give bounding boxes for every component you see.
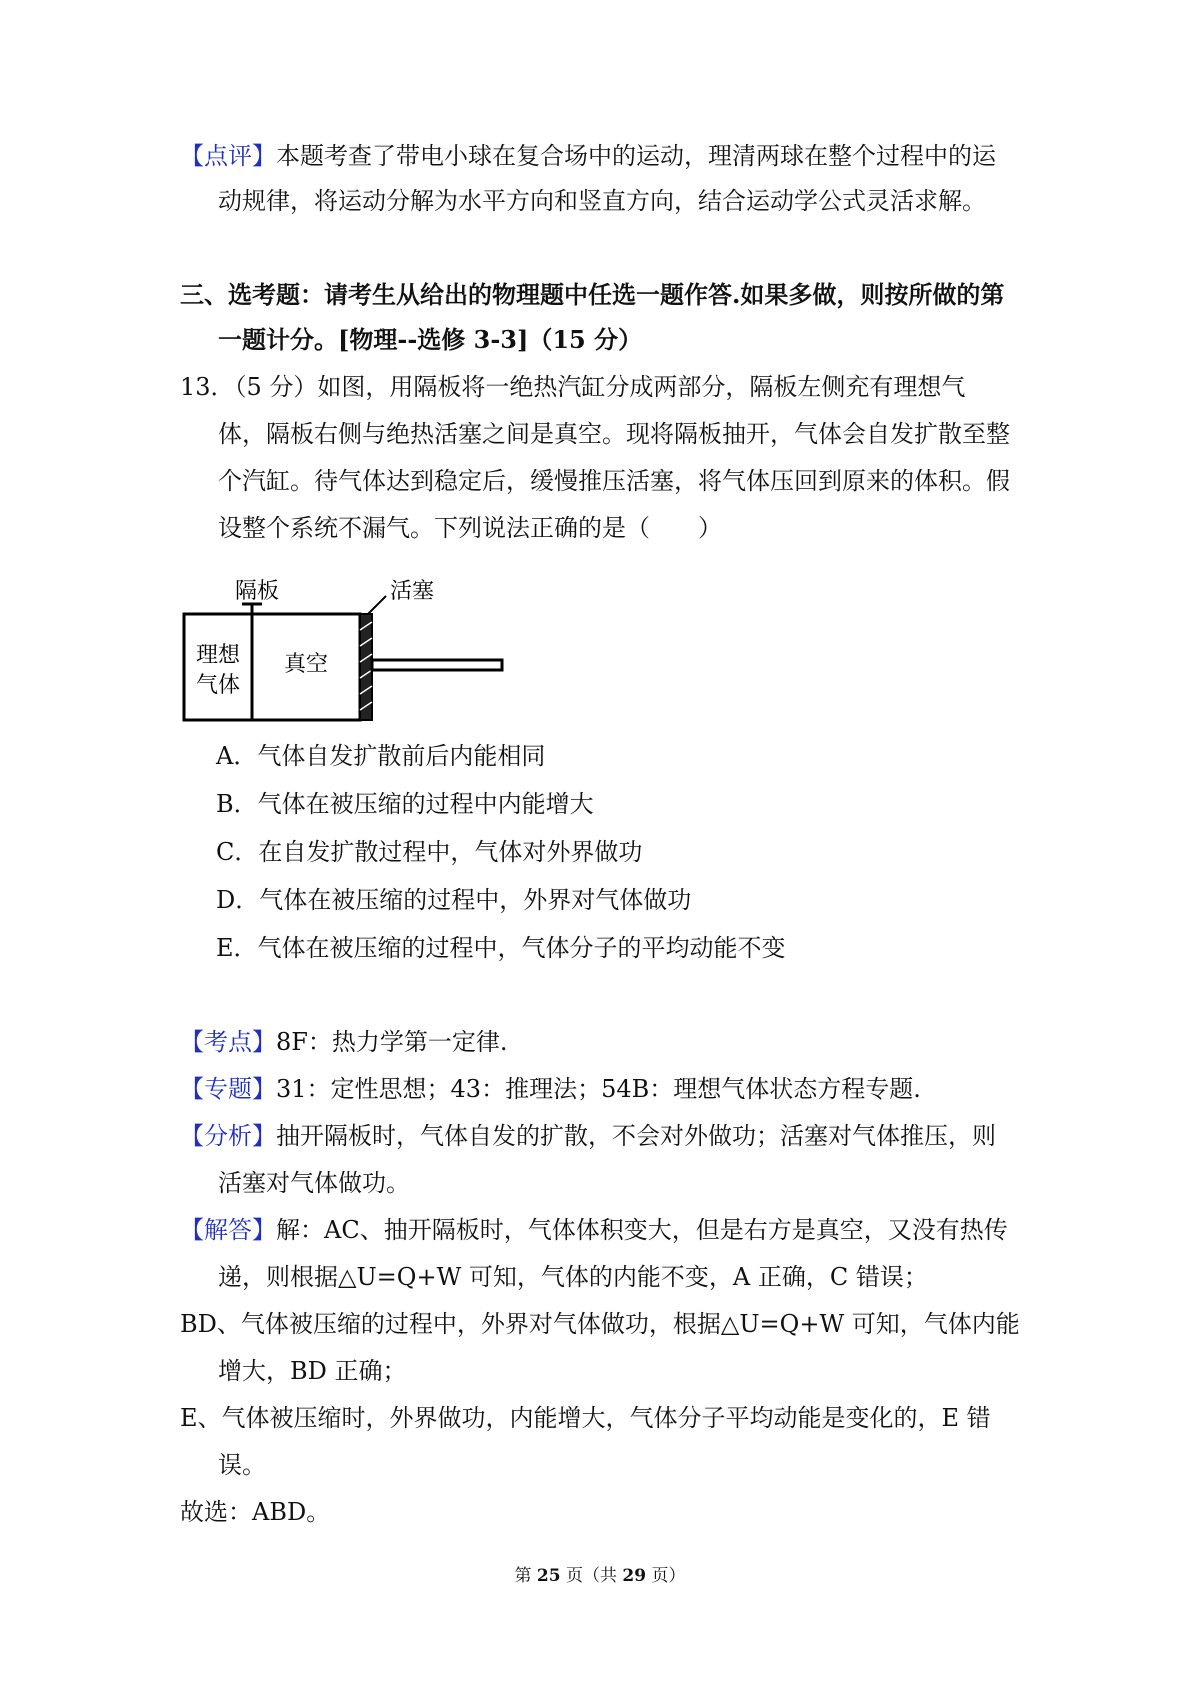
review-line-2: 动规律，将运动分解为水平方向和竖直方向，结合运动学公式灵活求解。 xyxy=(218,187,986,215)
page-footer xyxy=(0,1564,1200,1588)
jieda-line-1 xyxy=(180,1214,1008,1246)
fenxi-tag: 【分析】 xyxy=(180,1122,276,1150)
gas-label-2: 气体 xyxy=(196,673,241,698)
jieda-line-3: BD、气体被压缩的过程中，外界对气体做功，根据△U=Q+W 可知，气体内能 xyxy=(180,1310,1020,1338)
jieda-line-2: 递，则根据△U=Q+W 可知，气体的内能不变，A 正确，C 错误； xyxy=(218,1263,928,1291)
option-d: D．气体在被压缩的过程中，外界对气体做功 xyxy=(216,886,692,914)
option-a: A．气体自发扩散前后内能相同 xyxy=(216,742,546,770)
partition-label: 隔板 xyxy=(235,579,280,604)
jieda-line-6: 误。 xyxy=(218,1451,266,1479)
footer-prefix: 第 xyxy=(514,1566,537,1586)
option-e: E．气体在被压缩的过程中，气体分子的平均动能不变 xyxy=(216,934,786,962)
footer-total-pages: 29 xyxy=(622,1566,647,1586)
zhuanti-line xyxy=(180,1073,921,1105)
kaodian-text: 8F：热力学第一定律. xyxy=(276,1028,508,1056)
piston-rod xyxy=(372,660,502,670)
piston-label: 活塞 xyxy=(390,579,435,604)
option-b: B．气体在被压缩的过程中内能增大 xyxy=(216,790,594,818)
jieda-line-7: 故选：ABD。 xyxy=(180,1498,331,1526)
jieda-line-5: E、气体被压缩时，外界做功，内能增大，气体分子平均动能是变化的，E 错 xyxy=(180,1404,991,1432)
zhuanti-tag: 【专题】 xyxy=(180,1075,276,1103)
question-line-2: 体，隔板右侧与绝热活塞之间是真空。现将隔板抽开，气体会自发扩散至整 xyxy=(218,420,1010,448)
question-line-3: 个汽缸。待气体达到稳定后，缓慢推压活塞，将气体压回到原来的体积。假 xyxy=(218,467,1010,495)
footer-page-number: 25 xyxy=(536,1566,561,1586)
question-line-1: 13．（5 分）如图，用隔板将一绝热汽缸分成两部分，隔板左侧充有理想气 xyxy=(180,373,966,401)
jieda-tag: 【解答】 xyxy=(180,1216,276,1244)
footer-middle: 页（共 xyxy=(560,1566,623,1586)
zhuanti-text: 31：定性思想；43：推理法；54B：理想气体状态方程专题. xyxy=(276,1075,921,1103)
review-line-1 xyxy=(180,140,996,172)
review-text-1: 本题考查了带电小球在复合场中的运动，理清两球在整个过程中的运 xyxy=(276,142,996,170)
vacuum-label: 真空 xyxy=(284,652,329,677)
section-heading-line-2: 一题计分。[物理--选修 3-3]（15 分） xyxy=(218,325,643,354)
jieda-line-4: 增大，BD 正确； xyxy=(218,1357,407,1385)
fenxi-line-2: 活塞对气体做功。 xyxy=(218,1169,410,1197)
question-line-4: 设整个系统不漏气。下列说法正确的是（ ） xyxy=(218,514,722,542)
section-heading-line-1: 三、选考题：请考生从给出的物理题中任选一题作答.如果多做，则按所做的第 xyxy=(180,280,1005,309)
option-c: C．在自发扩散过程中，气体对外界做功 xyxy=(216,838,643,866)
kaodian-line xyxy=(180,1026,508,1058)
gas-label-1: 理想 xyxy=(196,643,241,668)
fenxi-line-1 xyxy=(180,1120,996,1152)
jieda-text-1: 解：AC、抽开隔板时，气体体积变大，但是右方是真空，又没有热传 xyxy=(276,1216,1008,1244)
review-tag: 【点评】 xyxy=(180,142,276,170)
piston-label-leader xyxy=(368,596,386,614)
kaodian-tag: 【考点】 xyxy=(180,1028,276,1056)
cylinder-diagram xyxy=(178,574,518,726)
footer-suffix: 页） xyxy=(646,1566,686,1586)
fenxi-text-1: 抽开隔板时，气体自发的扩散，不会对外做功；活塞对气体推压，则 xyxy=(276,1122,996,1150)
